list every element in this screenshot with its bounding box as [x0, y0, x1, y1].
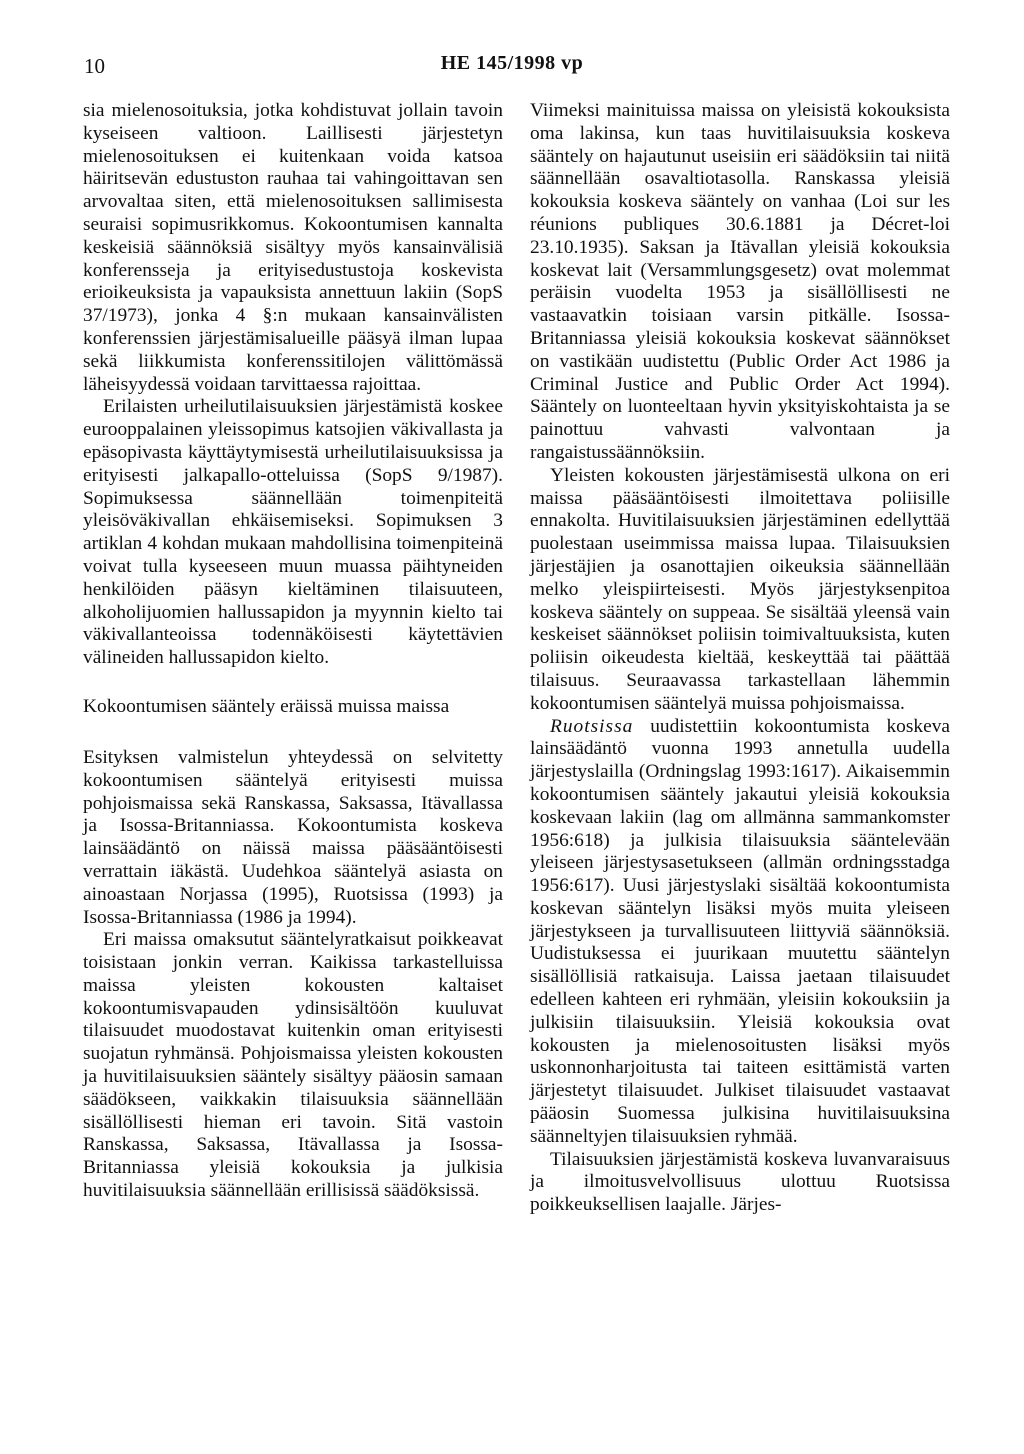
document-id: HE 145/1998 vp	[440, 52, 584, 74]
right-paragraph-2: Yleisten kokousten järjestämisestä ulkona on eri maissa pääsääntöisesti ilmoitettava poliisille ennakolta. Huvitilaisuuksien järjestäminen edellyttää puolestaan useimmissa maissa lupaa. Tilaisuuksien järjestäjien ja osanottajien oikeuksia säännellään melko yleispiirteisesti. Myös järjestyksenpitoa koskeva sääntely on suppeaa. Se sisältää yleensä vain keskeiset säännökset poliisin toimivaltuuksista, kuten poliisin oikeudesta kieltää, keskeyttää tai päättää tilaisuus. Seuraavassa tarkastellaan lähemmin kokoontumisen sääntelyä muissa pohjoismaissa.	[530, 464, 950, 714]
right-paragraph-4: Tilaisuuksien järjestämistä koskeva luvanvaraisuus ja ilmoitusvelvollisuus ulottuu Ruotsissa poikkeuksellisen laajalle. Järjes-	[530, 1148, 950, 1216]
section-heading: Kokoontumisen sääntely eräissä muissa maissa	[83, 695, 450, 717]
right-paragraph-3-text: uudistettiin kokoontumista koskeva lainsäädäntö vuonna 1993 annetulla uudella järjestyslailla (Ordningslag 1993:1617). Aikaisemmin kokoontumisen sääntely jakautui yleisiä kokouksia koskevaan lakiin (lag om allmänna sammankomster 1956:618) ja julkisia tilaisuuksia sääntelevään yleiseen järjestysasetukseen (allmän ordningsstadga 1956:617). Uusi järjestyslaki sisältää kokoontumista koskevan sääntelyn lisäksi myös muita yleiseen järjestykseen ja turvallisuuteen liittyviä säännöksiä. Uudistuksessa ei juurikaan muutettu sääntelyn sisällöllisiä ratkaisuja. Laissa jaetaan tilaisuudet edelleen kahteen eri ryhmään, yleisiin kokouksiin ja julkisiin tilaisuuksiin. Yleisiä kokouksia ovat kokousten ja mielenosoitusten lisäksi myös uskonnonharjoitusta tai taiteen esittämistä varten järjestetyt tilaisuudet. Julkiset tilaisuudet vastaavat pääosin Suomessa julkisina huvitilaisuuksina säänneltyjen tilaisuuksien ryhmää.	[530, 715, 950, 1147]
spacer	[83, 719, 503, 747]
left-paragraph-3: Esityksen valmistelun yhteydessä on selvitetty kokoontumisen sääntelyä erityisesti muissa pohjoismaissa sekä Ranskassa, Saksassa, Itävallassa ja Isossa-Britanniassa. Kokoontumista koskeva lainsäädäntö on näissä maissa pääsääntöisesti verrattain iäkästä. Uudehkoa sääntelyä asiasta on ainoastaan Norjassa (1995), Ruotsissa (1993) ja Isossa-Britanniassa (1986 ja 1994).	[83, 746, 503, 928]
left-paragraph-2: Erilaisten urheilutilaisuuksien järjestämistä koskee eurooppalainen yleissopimus katsojien väkivallasta ja epäsopivasta käyttäytymisestä urheilutilaisuuksissa ja erityisesti jalkapallo-otteluissa (SopS 9/1987). Sopimuksessa säännellään toimenpiteitä yleisöväkivallan ehkäisemiseksi. Sopimuksen 3 artiklan 4 kohdan mukaan mahdollisina toimenpiteinä voivat tulla kyseeseen muun muassa päihtyneiden henkilöiden pääsyn kieltäminen tilaisuuteen, alkoholijuomien hallussapidon ja myynnin kielto tai väkivallanteoissa todennäköisesti käytettävien välineiden hallussapidon kielto.	[83, 396, 503, 669]
right-paragraph-1: Viimeksi mainituissa maissa on yleisistä kokouksista oma lakinsa, kun taas huvitilaisuuksia koskeva sääntely on hajautunut useisiin eri säädöksiin tai niitä säännellään osavaltiotasolla. Ranskassa yleisiä kokouksia koskeva sääntely on vanhaa (Loi sur les réunions publiques 30.6.1881 ja Décret-loi 23.10.1935). Saksan ja Itävallan yleisiä kokouksia koskevat lait (Versammlungsgesetz) ovat molemmat peräisin vuodelta 1953 ja sisällöllisesti ne vastaavatkin toisiaan varsin pitkälle. Isossa-Britanniassa yleisiä kokouksia koskevat säännökset on vastikään uudistettu (Public Order Act 1986 ja Criminal Justice and Public Order Act 1994). Sääntely on luonteeltaan hyvin yksityiskohtaista ja se painottuu vahvasti valvontaan ja rangaistussäännöksiin.	[530, 100, 950, 463]
country-emphasis: Ruotsissa	[550, 715, 634, 737]
left-paragraph-1: sia mielenosoituksia, jotka kohdistuvat jollain tavoin kyseiseen valtioon. Laillisesti järjestetyn mielenosoituksen ei kuitenkaan voida katsoa häiritsevän edustuston rauhaa tai vahingoittavan sen arvovaltaa siten, että mielenosoituksen sallimisesta seuraisi sopimusrikkomus. Kokoontumisen kannalta keskeisiä säännöksiä sisältyy myös kansainvälisiä konferensseja ja erityisedustustoja koskevista erioikeuksista ja vapauksista annettuun lakiin (SopS 37/1973), jonka 4 §:n mukaan kansainvälisten konferenssien järjestämisalueille pääsyä ilman lupaa sekä liikkumista konferenssitilojen välittömässä läheisyydessä voidaan tarvittaessa rajoittaa.	[83, 100, 503, 395]
left-paragraph-4: Eri maissa omaksutut sääntelyratkaisut poikkeavat toisistaan jonkin verran. Kaikissa tarkastelluissa maissa yleisten kokousten kaltaiset kokoontumisvapauden ydinsisältöön kuuluvat tilaisuudet muodostavat kuitenkin oman erityisesti suojatun ryhmänsä. Pohjoismaissa yleisten kokousten ja huvitilaisuuksien sääntely sisältyy pääosin samaan säädökseen, vaikkakin tilaisuuksia säännellään sisällöllisesti hieman eri tavoin. Sitä vastoin Ranskassa, Saksassa, Itävallassa ja Isossa-Britanniassa yleisiä kokouksia ja julkisia huvitilaisuuksia säännellään erillisissä säädöksissä.	[83, 929, 503, 1202]
left-column	[83, 100, 503, 1203]
right-paragraph-3	[530, 716, 950, 1149]
right-column	[530, 100, 950, 1217]
page-number: 10	[84, 54, 105, 78]
